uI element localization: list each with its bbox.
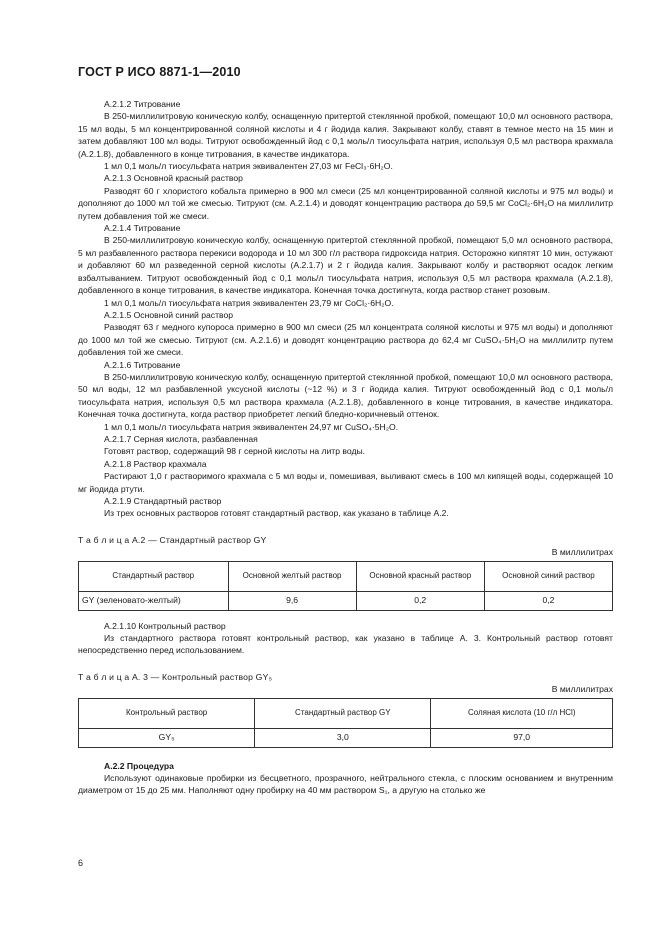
paragraph: Из стандартного раствора готовят контрольный раствор, как указано в таблице А. 3. Контрольный раствор готовят непосредственно перед использованием. bbox=[78, 633, 613, 656]
table-cell: 0,2 bbox=[484, 591, 612, 610]
page-content bbox=[78, 98, 613, 797]
table-header-cell: Основной желтый раствор bbox=[228, 561, 356, 591]
paragraph: В 250-миллилитровую коническую колбу, оснащенную притертой стеклянной пробкой, помещают 10,0 мл основного раствора, 50 мл воды, 12 мл разбавленной уксусной кислоты (~12 %) и 3 г йодида калия. Титруют освобожденный йод с 0,1 моль/л тиосульфата натрия, используя 0,5 мл раствора крахмала (А.2.1.8), добавленного в конце титрования, в качестве индикатора. Конечная точка достигнута, когда раствор приобретет легкий бледно-коричневый оттенок. bbox=[78, 371, 613, 420]
table-unit: В миллилитрах bbox=[551, 684, 613, 695]
subsection-heading: А.2.1.5 Основной синий раствор bbox=[104, 309, 234, 320]
standard-solution-table bbox=[78, 561, 613, 611]
subsection-heading: А.2.1.6 Титрование bbox=[104, 359, 181, 370]
paragraph: В 250-миллилитровую коническую колбу, оснащенную притертой стеклянной пробкой, помещают 10,0 мл основного раствора, 15 мл воды, 5 мл концентрированной соляной кислоты и 4 г йодида калия. Закрывают колбу, ставят в темное место на 15 мин и затем добавляют 100 мл воды. Титруют освобожденный йод с 0,1 моль/л тиосульфата натрия, используя 0,5 мл раствора крахмала (А.2.1.8), добавленного в конце титрования, в качестве индикатора. bbox=[78, 111, 613, 159]
paragraph: Из трех основных растворов готовят стандартный раствор, как указано в таблице А.2. bbox=[104, 508, 449, 519]
table-header-cell: Контрольный раствор bbox=[79, 698, 255, 728]
table-row bbox=[79, 591, 613, 610]
subsection-heading: А.2.1.3 Основной красный раствор bbox=[104, 173, 243, 184]
table-header-row bbox=[79, 561, 613, 591]
subsection-heading: А.2.1.7 Серная кислота, разбавленная bbox=[104, 433, 258, 444]
table-cell: 3,0 bbox=[255, 728, 431, 747]
paragraph: В 250-миллилитровую коническую колбу, оснащенную притертой стеклянной пробкой, помещают 5,0 мл основного раствора, 5 мл разбавленного раствора перекиси водорода и 10 мл 300 г/л раствора гидроксида натрия. Осторожно кипятят 10 мин, остужают и добавляют 60 мл разведенной серной кислоты (А.2.1.7) и 2 г йодида калия. Закрывают колбу и растворяют осадок легким взбалтыванием. Титруют освобожденный йод с 0,1 моль/л тиосульфата натрия, используя 0,5 мл раствора крахмала (А.2.1.8), добавленного в конце титрования, в качестве индикатора. Конечная точка достигнута, когда раствор станет розовым. bbox=[78, 235, 613, 296]
table-caption: Т а б л и ц а А.2 — Стандартный раствор GY bbox=[78, 534, 267, 545]
table-header-cell: Стандартный раствор GY bbox=[255, 698, 431, 728]
table-header-row bbox=[79, 698, 613, 728]
table-cell: 0,2 bbox=[356, 591, 484, 610]
table-cell: 97,0 bbox=[431, 728, 613, 747]
paragraph: Растирают 1,0 г растворимого крахмала с 5 мл воды и, помешивая, выливают смесь в 100 мл кипящей воды, содержащей 10 мг йодида ртути. bbox=[78, 471, 613, 494]
table-caption: Т а б л и ц а А. 3 — Контрольный раствор GY₅ bbox=[78, 671, 273, 682]
table-header-cell: Основной синий раствор bbox=[484, 561, 612, 591]
table-cell: GY (зеленовато-желтый) bbox=[79, 591, 229, 610]
document-header: ГОСТ Р ИСО 8871-1—2010 bbox=[78, 65, 241, 79]
paragraph: 1 мл 0,1 моль/л тиосульфата натрия эквивалентен 27,03 мг FeCl₃·6H₂O. bbox=[104, 161, 393, 172]
table-unit: В миллилитрах bbox=[551, 547, 613, 558]
subsection-heading: А.2.1.2 Титрование bbox=[104, 99, 181, 109]
table-header-cell: Основной красный раствор bbox=[356, 561, 484, 591]
paragraph: Готовят раствор, содержащий 98 г серной кислоты на литр воды. bbox=[104, 446, 366, 457]
table-cell: 9,6 bbox=[228, 591, 356, 610]
paragraph: 1 мл 0,1 моль/л тиосульфата натрия эквивалентен 23,79 мг CoCl₂·6H₂O. bbox=[104, 297, 394, 308]
subsection-heading: А.2.1.4 Титрование bbox=[104, 223, 181, 234]
page-number: 6 bbox=[78, 858, 84, 868]
control-solution-table bbox=[78, 698, 613, 748]
paragraph: Используют одинаковые пробирки из бесцветного, прозрачного, нейтрального стекла, с плоским основанием и внутренним диаметром от 15 до 25 мм. Наполняют одну пробирку на 40 мм раствором S₁, а другую на столько же bbox=[78, 773, 613, 796]
subsection-heading: А.2.1.9 Стандартный раствор bbox=[104, 496, 222, 506]
section-title: А.2.2 Процедура bbox=[104, 760, 174, 771]
paragraph: 1 мл 0,1 моль/л тиосульфата натрия эквивалентен 24,97 мг CuSO₄·5H₂O. bbox=[104, 421, 399, 432]
table-header-cell: Стандартный раствор bbox=[79, 561, 229, 591]
table-header-cell: Соляная кислота (10 г/л HCl) bbox=[431, 698, 613, 728]
paragraph: Разводят 60 г хлористого кобальта примерно в 900 мл смеси (25 мл концентрированной соляной кислоты и 975 мл воды) и дополняют до 1000 мл той же смесью. Титруют (см. А.2.1.4) и доводят концентрацию раствора до 59,5 мг CoCl₂·6H₂O на миллилитр путем добавления той же смеси. bbox=[78, 185, 613, 221]
table-cell: GY₅ bbox=[79, 728, 255, 747]
subsection-heading: А.2.1.10 Контрольный раствор bbox=[104, 620, 226, 631]
table-row bbox=[79, 728, 613, 747]
subsection-heading: А.2.1.8 Раствор крахмала bbox=[104, 458, 207, 469]
paragraph: Разводят 63 г медного купороса примерно в 900 мл смеси (25 мл концентрата соляной кислоты и 975 мл воды) и дополняют до 1000 мл той же смесью. Титруют (см. А.2.1.6) и доводят концентрацию раствора до 62,4 мг CuSO₄·5H₂O на миллилитр путем добавления той же смеси. bbox=[78, 322, 613, 358]
